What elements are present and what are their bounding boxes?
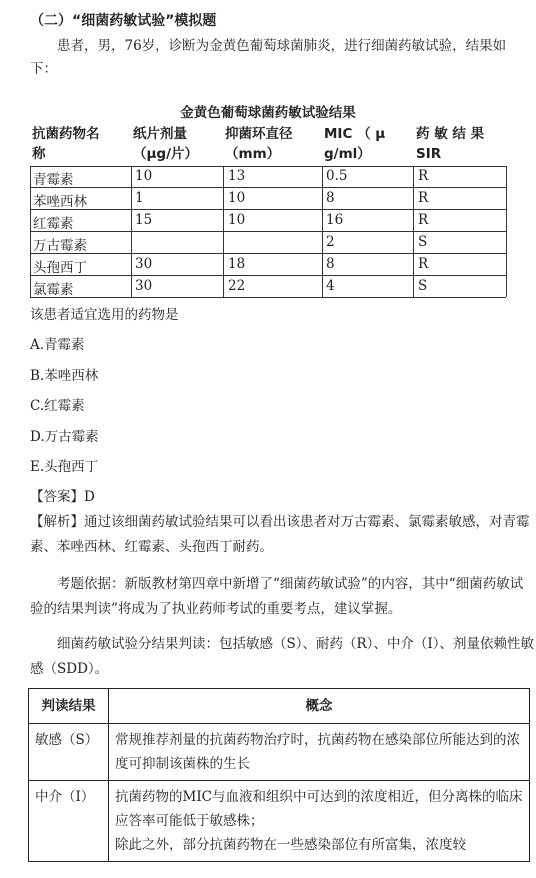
col-header-zone-line1: 抑菌环直径: [225, 126, 293, 142]
cell-zone: 13: [228, 168, 246, 184]
table-title: 金黄色葡萄球菌药敏试验结果: [180, 105, 356, 121]
table-rule: [30, 231, 506, 232]
table-row: [29, 781, 530, 862]
cell-zone: 18: [228, 256, 246, 272]
col-header-zone: [225, 124, 293, 164]
col-header-result: [416, 124, 484, 164]
cell-dose: 30: [135, 256, 153, 272]
table-rule: [30, 275, 506, 276]
option-e: E.头孢西丁: [30, 459, 99, 475]
concept-intermediate-p1: 抗菌药物的MIC与血液和组织中可达到的浓度相近，但分离株的临床应答率可能低于敏感株；: [115, 789, 523, 829]
option-d: D.万古霉素: [30, 429, 99, 445]
cell-drug: 氯霉素: [33, 282, 74, 298]
table-rule: [131, 166, 132, 297]
exam-basis: 考题依据：新版教材第四章中新增了“细菌药敏试验”的内容，其中“细菌药敏试验的结果判读”将成为了执业药师考试的重要考点，建议掌握。: [30, 576, 524, 617]
table-rule: [30, 253, 506, 254]
table-rule: [30, 209, 506, 210]
cell-mic: 8: [326, 190, 335, 206]
table-rule: [30, 166, 31, 297]
table-rule: [506, 166, 507, 297]
cell-drug: 青霉素: [33, 172, 74, 188]
header-result: 判读结果: [29, 689, 109, 724]
col-header-mic-line1: MIC （ μ: [324, 126, 386, 142]
cell-mic: 8: [326, 256, 335, 272]
cell-dose: 15: [135, 212, 153, 228]
table-rule: [30, 297, 506, 298]
col-header-mic-line2: g/ml）: [324, 146, 371, 162]
result-susceptible: 敏感（S）: [29, 724, 109, 781]
cell-mic: 4: [326, 278, 335, 294]
concept-intermediate: [109, 781, 530, 862]
cell-drug: 红霉素: [33, 216, 74, 232]
col-header-result-line1: 药 敏 结 果: [416, 126, 485, 142]
cell-result: R: [418, 212, 429, 228]
table-rule: [30, 187, 506, 188]
cell-result: S: [418, 234, 428, 250]
option-a: A.青霉素: [30, 337, 85, 353]
table-rule: [30, 166, 506, 167]
question-intro: 患者，男，76岁，诊断为金黄色葡萄球菌肺炎，进行细菌药敏试验，结果如下：: [30, 38, 507, 77]
section-title: （二）“细菌药敏试验”模拟题: [30, 13, 217, 29]
table-row: [29, 724, 530, 781]
cell-drug: 万古霉素: [33, 238, 87, 254]
cell-result: R: [418, 190, 429, 206]
cell-dose: 30: [135, 278, 153, 294]
concept-intermediate-p2: 除此之外，部分抗菌药物在一些感染部位有所富集，浓度较: [115, 837, 466, 853]
col-header-result-line2: SIR: [416, 146, 442, 162]
col-header-drug-line2: 称: [32, 146, 46, 162]
header-concept: 概念: [109, 689, 530, 724]
answer: 【答案】D: [30, 489, 95, 505]
col-header-dose: [133, 124, 198, 164]
option-b: B.苯唑西林: [30, 368, 99, 384]
cell-zone: 22: [228, 278, 246, 294]
col-header-dose-line1: 纸片剂量: [133, 126, 187, 142]
col-header-drug: [32, 124, 100, 164]
analysis: 【解析】通过该细菌药敏试验结果可以看出该患者对万古霉素、氯霉素敏感，对青霉素、苯唑西林、红霉素、头孢西丁耐药。: [30, 514, 530, 555]
cell-result: S: [418, 278, 428, 294]
cell-drug: 苯唑西林: [33, 194, 87, 210]
cell-zone: 10: [228, 190, 246, 206]
table-rule: [413, 166, 414, 297]
result-intermediate: 中介（I）: [29, 781, 109, 862]
cell-result: R: [418, 168, 429, 184]
col-header-drug-line1: 抗菌药物名: [32, 126, 100, 142]
cell-mic: 0.5: [326, 168, 348, 184]
question-stem: 该患者适宜选用的药物是: [30, 307, 179, 323]
cell-dose: 10: [135, 168, 153, 184]
concept-susceptible: 常规推荐剂量的抗菌药物治疗时，抗菌药物在感染部位所能达到的浓度可抑制该菌株的生长: [109, 724, 530, 781]
col-header-dose-line2: （μg/片）: [133, 146, 199, 162]
col-header-zone-line2: （mm）: [225, 146, 281, 162]
cell-dose: 1: [135, 190, 144, 206]
interpretation-intro: 细菌药敏试验分结果判读：包括敏感（S）、耐药（R）、中介（I）、剂量依赖性敏感（SDD）。: [30, 636, 534, 677]
option-c: C.红霉素: [30, 398, 85, 414]
cell-zone: 10: [228, 212, 246, 228]
table-rule: [322, 166, 323, 297]
cell-mic: 2: [326, 234, 335, 250]
col-header-mic: [324, 124, 385, 164]
cell-drug: 头孢西丁: [33, 260, 87, 276]
cell-mic: 16: [326, 212, 344, 228]
interpretation-table: [28, 688, 530, 862]
table-header-row: [29, 689, 530, 724]
cell-result: R: [418, 256, 429, 272]
table-rule: [223, 166, 224, 297]
